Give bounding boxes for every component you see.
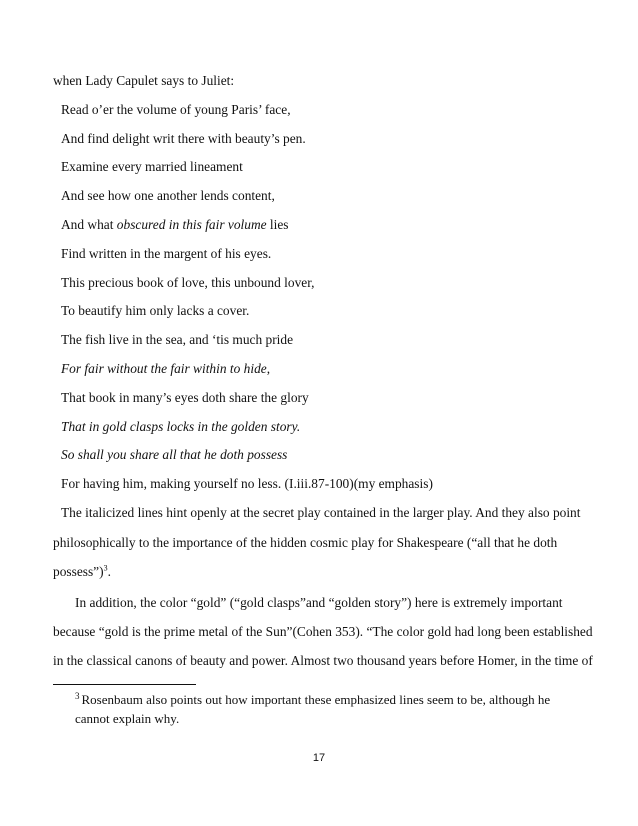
quote-line-3: Examine every married lineament (61, 159, 243, 174)
quote-line-11: That book in many’s eyes doth share the glory (61, 390, 309, 405)
quote-line-10 (61, 360, 270, 377)
quote-line-6: Find written in the margent of his eyes. (61, 246, 272, 261)
quote-line-10-end: , (266, 361, 271, 376)
quote-line-5-start: And what (61, 217, 117, 232)
footnote-line-2: cannot explain why. (75, 711, 180, 726)
paragraph-1-line-2: philosophically to the importance of the hidden cosmic play for Shakespeare (“all that he doth (53, 535, 558, 550)
paragraph-1-line-3-text: possess”) (53, 564, 104, 579)
paragraph-2-line-1: In addition, the color “gold” (“gold clasps”and “golden story”) here is extremely important (75, 595, 563, 610)
page-number: 17 (312, 752, 326, 764)
quote-line-12-italic: That in gold clasps locks in the golden story. (61, 419, 301, 434)
quote-line-1: Read o’er the volume of young Paris’ face, (61, 102, 291, 117)
quote-line-10-italic: For fair without the fair within to hide (61, 361, 267, 376)
footnote-line-1 (75, 691, 550, 708)
paragraph-2-line-2: because “gold is the prime metal of the Sun”(Cohen 353). “The color gold had long been established (53, 624, 593, 639)
footnote-text-1: Rosenbaum also points out how important these emphasized lines seem to be, although he (81, 692, 551, 707)
quote-line-4: And see how one another lends content, (61, 188, 275, 203)
paragraph-2-line-3: in the classical canons of beauty and power. Almost two thousand years before Homer, in the time of (53, 653, 593, 668)
footnote-divider (53, 684, 196, 685)
quote-line-12 (61, 418, 300, 435)
paragraph-1-line-1: The italicized lines hint openly at the secret play contained in the larger play. And they also point (61, 505, 581, 520)
quote-line-13 (61, 446, 287, 463)
quote-line-8: To beautify him only lacks a cover. (61, 303, 250, 318)
quote-line-5-italic: obscured in this fair volume (116, 217, 267, 232)
paragraph-1-line-3-end: . (107, 564, 111, 579)
quote-line-5 (61, 216, 289, 233)
quote-line-2: And find delight writ there with beauty’s pen. (61, 131, 306, 146)
quote-line-13-italic: So shall you share all that he doth possess (61, 447, 288, 462)
quote-line-7: This precious book of love, this unbound lover, (61, 275, 315, 290)
quote-line-9: The fish live in the sea, and ‘tis much pride (61, 332, 294, 347)
footnote-ref-3[interactable]: 3 (103, 563, 108, 573)
quote-line-14: For having him, making yourself no less. (I.iii.87-100)(my emphasis) (61, 476, 433, 491)
intro-line: when Lady Capulet says to Juliet: (53, 73, 235, 88)
quote-line-5-end: lies (266, 217, 289, 232)
paragraph-1-line-3 (53, 563, 111, 580)
footnote-number: 3 (75, 690, 80, 701)
